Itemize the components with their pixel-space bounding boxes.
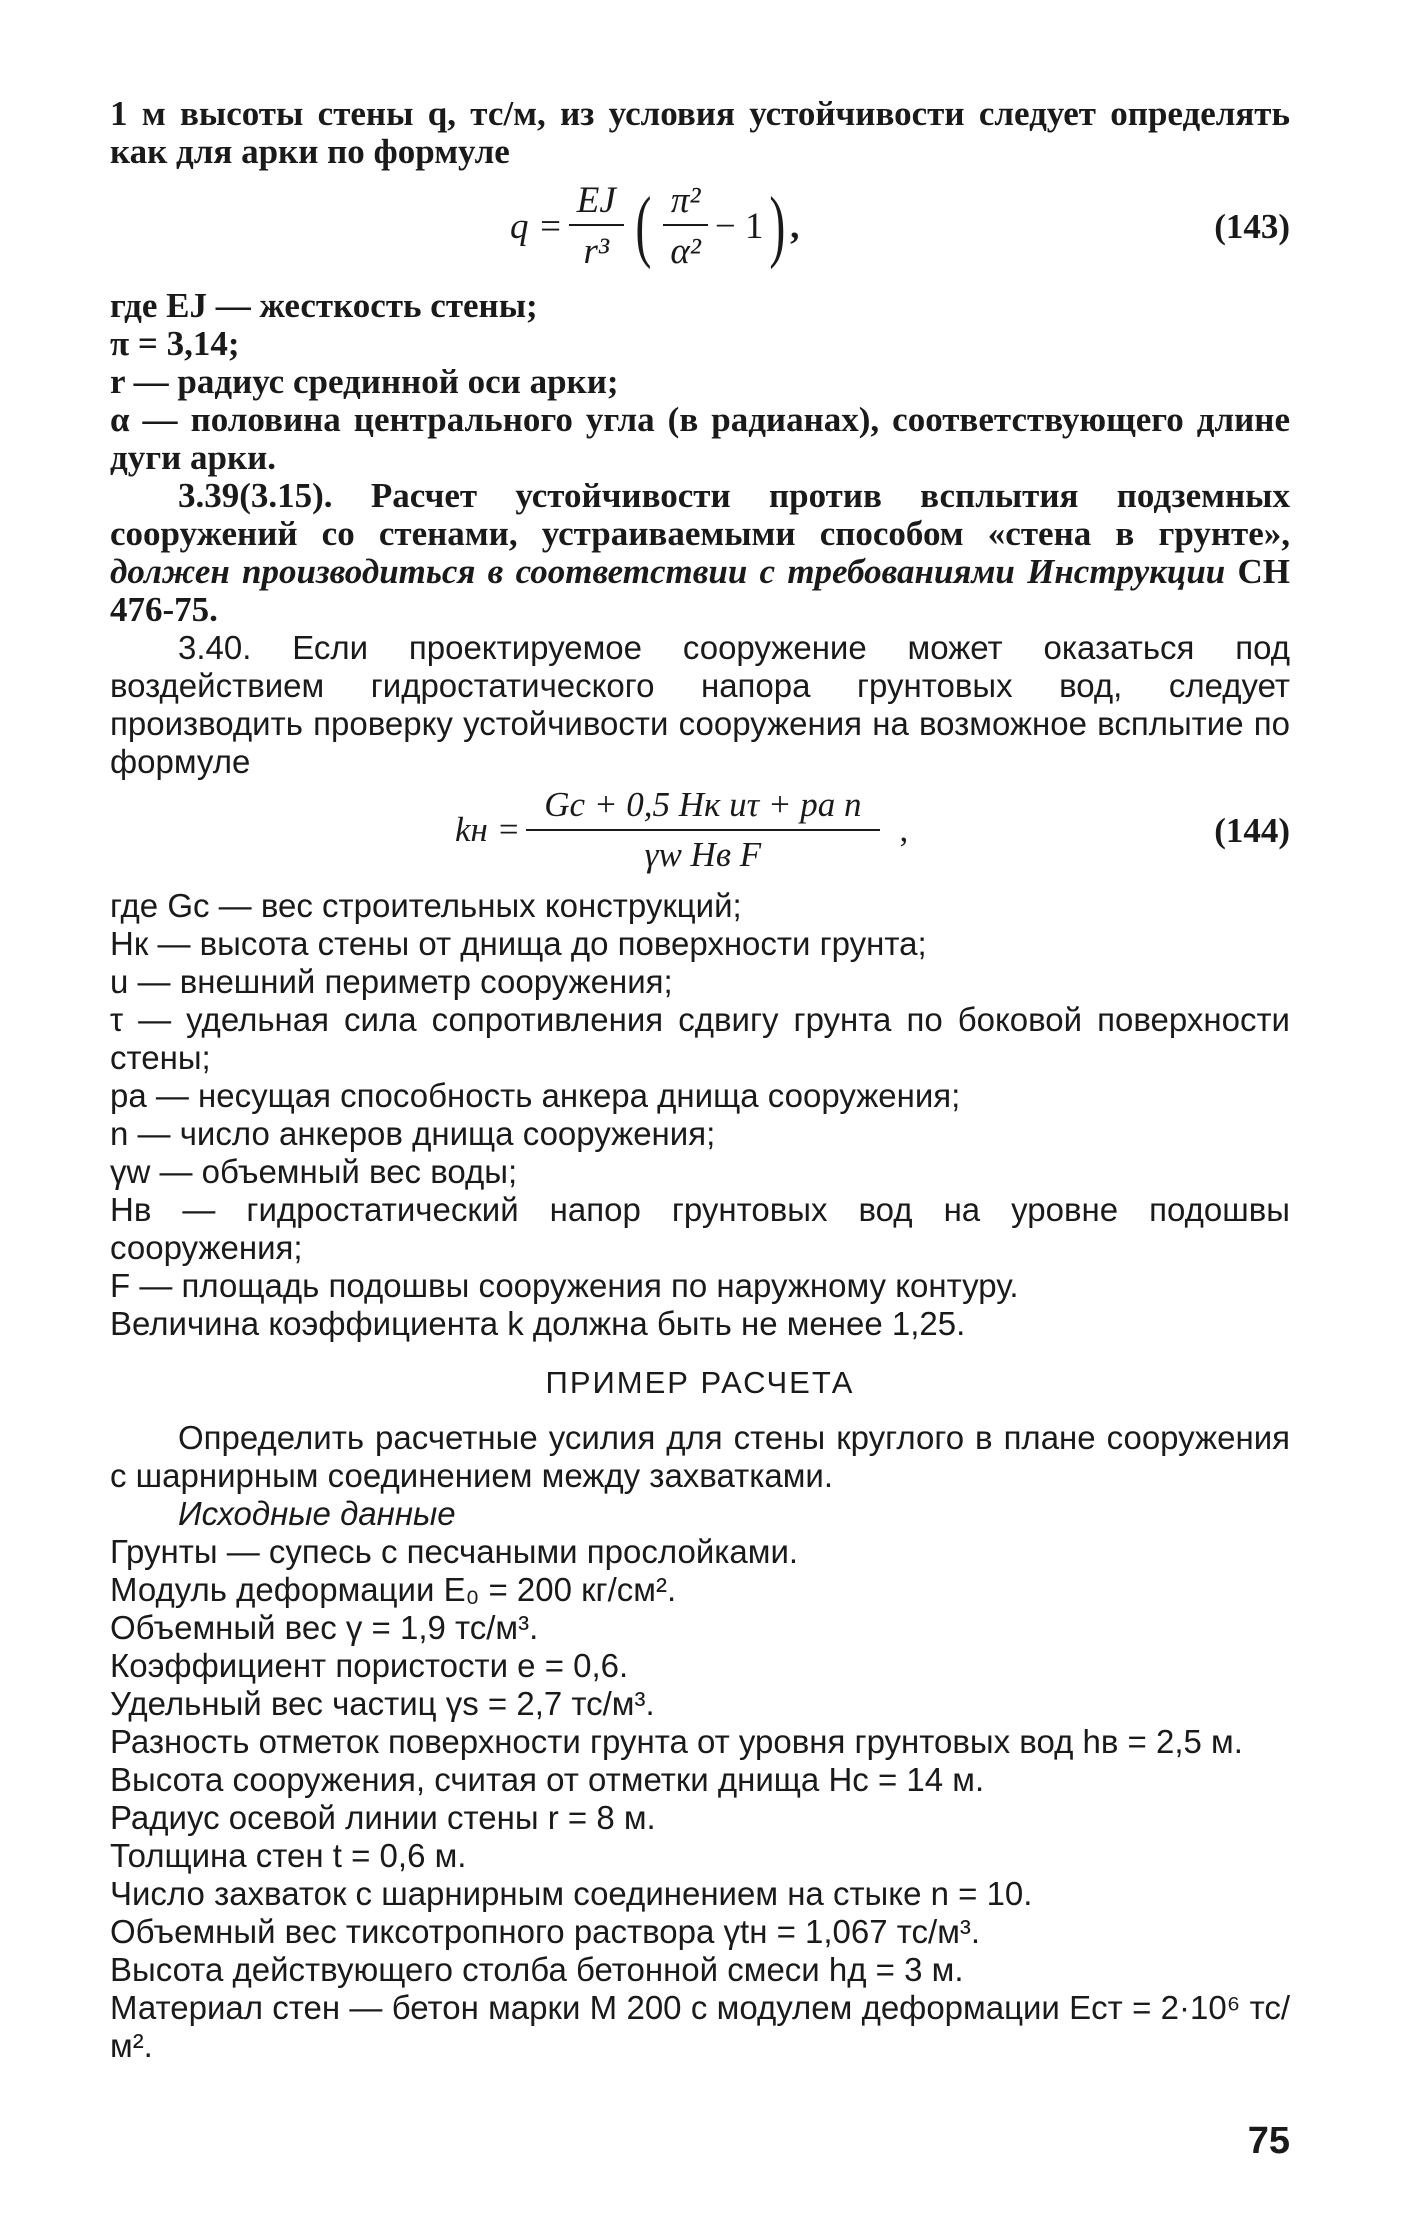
formula-143-lhs: q = [510, 205, 563, 247]
definitions-143 [110, 287, 1290, 477]
definition-item: F — площадь подошвы сооружения по наружному контуру. [110, 1267, 1019, 1304]
definition-item: n — число анкеров днища сооружения; [110, 1115, 716, 1152]
page-content [110, 95, 1290, 2065]
list-item: Грунты — супесь с песчаными прослойками. [110, 1533, 799, 1570]
list-item: Толщина стен t = 0,6 м. [110, 1837, 467, 1874]
formula-144-frac: $\frac{\text{Gс + 0,5 Hк uτ + pa n}}{\text{γw Hв F}}$ [526, 785, 879, 875]
list-item: Модуль деформации E₀ = 200 кг/см². [110, 1571, 677, 1608]
initial-data-list [110, 1533, 1290, 2065]
formula-143-frac2: $\frac{\text{π²}}{\text{α²}}$ [662, 179, 709, 273]
definition-item: u — внешний периметр сооружения; [110, 963, 673, 1000]
definition-item: Hк — высота стены от днища до поверхности грунта; [110, 925, 927, 962]
list-item: Коэффициент пористости e = 0,6. [110, 1647, 629, 1684]
list-item: Материал стен — бетон марки М 200 с модулем деформации Eст = 2·10⁶ тс/м². [110, 1989, 1290, 2064]
page-number: 75 [1247, 2120, 1290, 2162]
definition-item: τ — удельная сила сопротивления сдвигу грунта по боковой поверхности стены; [110, 1001, 1290, 1076]
definition-item: π = 3,14; [110, 324, 240, 363]
definition-item: r — радиус срединной оси арки; [110, 362, 619, 401]
list-item: Радиус осевой линии стены r = 8 м. [110, 1799, 656, 1836]
intro-paragraph: 1 м высоты стены q, тс/м, из условия устойчивости следует определять как для арки по формуле [110, 94, 1290, 171]
equation-number-143: (143) [1214, 207, 1290, 246]
definition-item: pа — несущая способность анкера днища сооружения; [110, 1077, 961, 1114]
definition-item: Hв — гидростатический напор грунтовых вод на уровне подошвы сооружения; [110, 1191, 1290, 1266]
formula-144: kн = $\frac{\text{Gс + 0,5 Hк uτ + pa n}}{\text{γw Hв F}}$ , (144) [455, 785, 1290, 874]
definitions-144 [110, 887, 1290, 1343]
example-intro: Определить расчетные усилия для стены круглого в плане сооружения с шарнирным соединением между захватками. [110, 1419, 1290, 1494]
formula-144-lhs: kн = [455, 810, 521, 849]
definition-item: где Gс — вес строительных конструкций; [110, 887, 742, 924]
definition-item: α — половина центрального угла (в радианах), соответствующего длине дуги арки. [110, 400, 1290, 477]
list-item: Объемный вес γ = 1,9 тс/м³. [110, 1609, 539, 1646]
definition-item: Величина коэффициента k должна быть не менее 1,25. [110, 1305, 966, 1342]
list-item: Удельный вес частиц γs = 2,7 тс/м³. [110, 1685, 655, 1722]
definition-item: γw — объемный вес воды; [110, 1153, 518, 1190]
definition-item: где EJ — жесткость стены; [110, 286, 538, 325]
initial-data-label: Исходные данные [178, 1495, 456, 1532]
equation-number-144: (144) [1214, 811, 1290, 850]
list-item: Высота сооружения, считая от отметки днища Hс = 14 м. [110, 1761, 985, 1798]
formula-143: q = $\frac{EJ}{\text{r³}}$ ( $\frac{\text{π²}}{\text{α²}}$ − 1 ) , (143) [510, 180, 1290, 272]
list-item: Разность отметок поверхности грунта от уровня грунтовых вод hв = 2,5 м. [110, 1723, 1243, 1760]
formula-143-frac1: $\frac{EJ}{\text{r³}}$ [569, 179, 624, 273]
list-item: Высота действующего столба бетонной смеси hд = 3 м. [110, 1951, 964, 1988]
example-heading: ПРИМЕР РАСЧЕТА [545, 1365, 855, 1400]
paragraph-3-39: 3.39(3.15). Расчет устойчивости против всплытия подземных сооружений со стенами, устраиваемыми способом «стена в грунте», должен производиться в соответствии с требованиями Инструкции СН 476-75. [110, 476, 1291, 629]
paragraph-3-40: 3.40. Если проектируемое сооружение может оказаться под воздействием гидростатического напора грунтовых вод, следует производить проверку устойчивости сооружения на возможное всплытие по формуле [110, 629, 1290, 780]
list-item: Число захваток с шарнирным соединением на стыке n = 10. [110, 1875, 1033, 1912]
list-item: Объемный вес тиксотропного раствора γtн = 1,067 тс/м³. [110, 1913, 981, 1950]
